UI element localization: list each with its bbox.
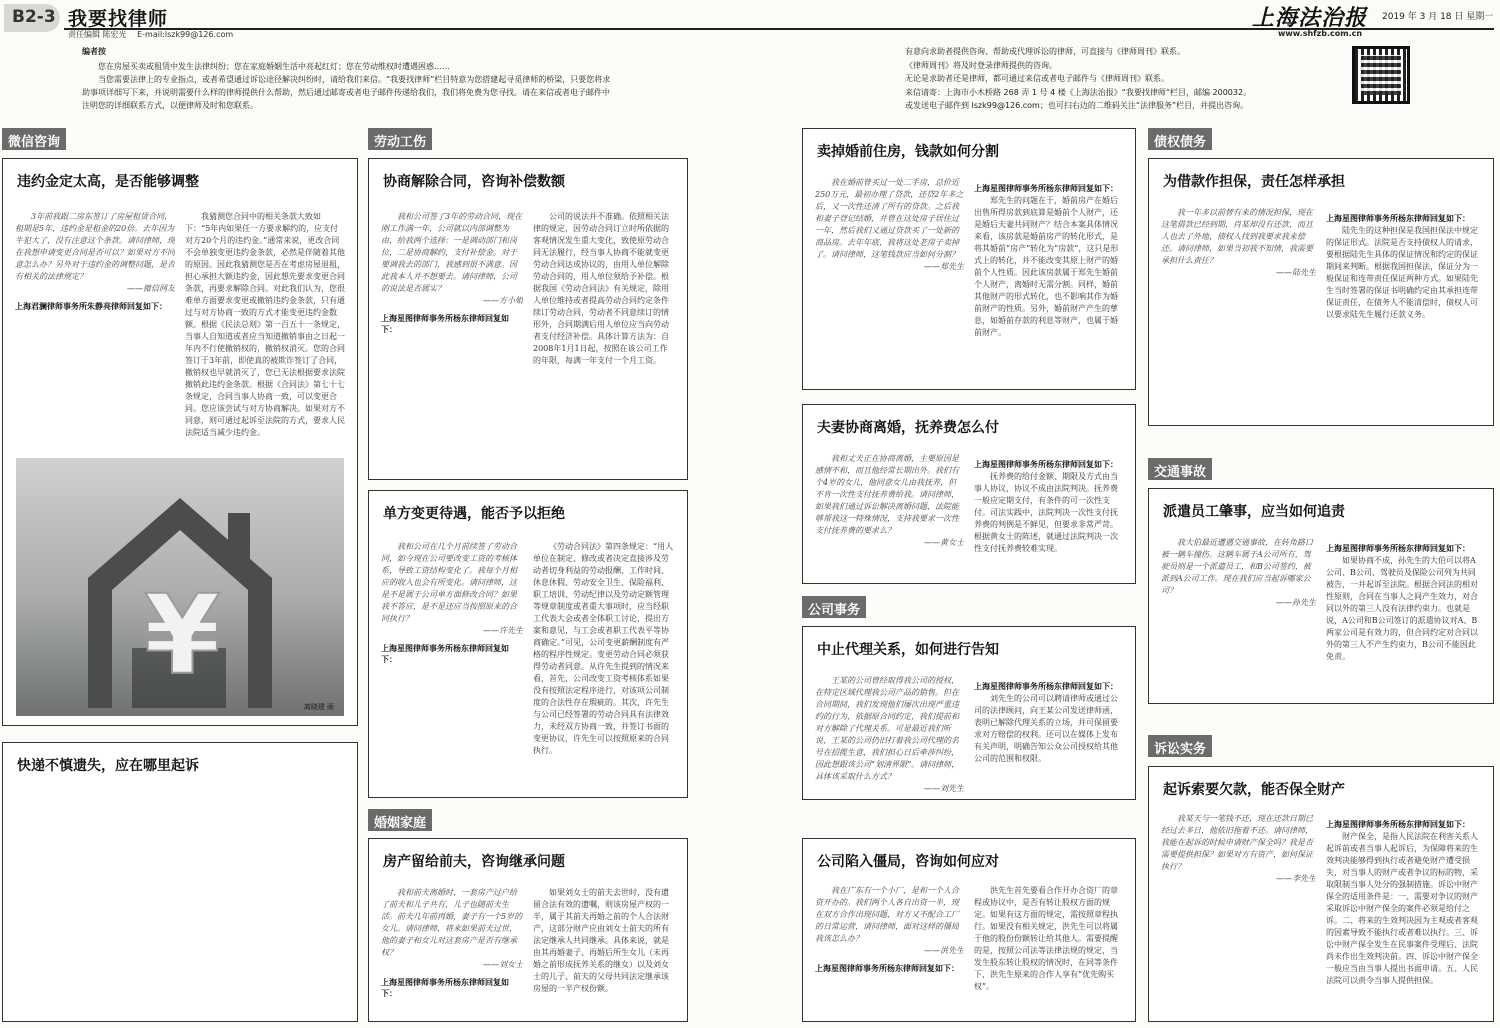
issue-date: 2019 年 3 月 18 日 星期一 <box>1382 12 1494 22</box>
article-title: 中止代理关系，如何进行告知 <box>817 642 999 658</box>
article-company-deadlock <box>802 838 1136 1022</box>
article-question: 我某天与一笔钱不还，现在还款日期已经过去多日，他依旧拖着不还。请问律师，我能在起诉的时候申请财产保全吗？我是否需要提供担保？如果对方有资产，如何保证执行？ ——李先生 <box>1161 814 1316 883</box>
article-answer: 上海星图律师事务所杨东律师回复如下： 财产保全，是指人民法院在利害关系人起诉前或者当事人起诉后，为保障将来的生效判决能够得到执行或者避免财产遭受损失，对当事人的财产或者争议的标的物，采取限制当事人处分的强制措施。诉讼中财产保全的适用条件是：一、需要对争议的财产采取诉讼中财产保全的案件必须是给付之诉。二、将来的生效判决因为主观或者客观的因素导致不能执行或者难以执行。三、诉讼中财产保全发生在民事案件受理后、法院尚未作出生效判决前。四、诉讼中财产保全一般应当由当事人提出书面申请。五、人民法院可以责令当事人提供担保。 <box>1326 813 1481 1017</box>
question-signature: ——洪先生 <box>924 946 964 955</box>
section-labor: 劳动工伤 <box>368 128 432 150</box>
lawyer-reply-heading: 上海星图律师事务所杨东律师回复如下： <box>1326 544 1470 553</box>
question-signature: ——微信网友 <box>127 284 175 293</box>
question-signature: ——孙先生 <box>1276 598 1316 607</box>
article-title: 为借款作担保，责任怎样承担 <box>1163 174 1345 190</box>
page-title: 我要找律师 <box>68 8 169 30</box>
page-number-tag: B2-3 <box>4 4 60 32</box>
article-answer <box>185 791 345 1017</box>
lawyer-reply-heading: 上海星图律师事务所杨东律师回复如下： <box>815 964 959 973</box>
article-agency-termination <box>802 626 1136 800</box>
article-question: 3年前我跟二房东签订了房屋租赁合同，租期是5年，违约金是租金的20倍。去年因为牛犯大了，没有注意这个条款。请问律师，现在我想申请变更合同是否可以？如果对方不同意怎么办？另外对于违约金的调整问题，是否有相关的法律规定？ ——微信网友 上海君澜律师事务所朱静亮律师回复如下： <box>15 212 175 311</box>
article-question: 我大伯最近遭遇交通事故，在转角路口被一辆车撞伤。这辆车属于A公司所有，驾驶员则是一个派遣员工，和B公司签约，被派到A公司工作。现在我们应当起诉哪家公司？ ——孙先生 <box>1161 538 1316 607</box>
header-subline <box>68 29 241 40</box>
article-title: 房产留给前夫，咨询继承问题 <box>383 854 565 870</box>
section-company: 公司事务 <box>802 596 866 618</box>
article-question: 我一年多以前替有来的情况担保，现在这笔借款已经到期，肖某却没有还款，而且人也去了外地，债权人找到我要求我来偿还。请问律师，如果当初我不知情，我需要承担什么责任？ ——陆先生 <box>1161 208 1316 277</box>
article-child-support <box>802 404 1136 584</box>
question-signature: ——刘女士 <box>483 960 523 969</box>
article-answer: 上海星图律师事务所杨东律师回复如下： 郑先生的问题在于，婚前房产在婚后出售所得房款到底算是婚前个人财产，还是婚后夫妻共同财产？结合本案具体情况来看，该房款是婚前房产的转化形式，是将其婚前“房产”转化为“房款”，这只是形式上的转化，并不能改变其原上财产的婚前个人性质。因此该房款属于郑先生婚前个人财产，离婚时无需分割。同样，婚前其他财产的形式转化，也不影响其作为婚前财产的性质。另外，婚前财产产生的孳息，如婚前存款的利息等财产，也属于婚前财产。 <box>974 177 1123 383</box>
question-signature: ——李先生 <box>1276 874 1316 883</box>
editor-email: E-mail:lszk99@126.com <box>137 30 234 39</box>
question-signature: ——方小姐 <box>483 296 523 305</box>
article-answer: 洪先生首先要看合作开办合资厂的章程或协议中，是否有转让股权方面的规定。如果有这方面的规定，需按照章程执行。如果没有相关规定，洪先生可以将属于他的股份份额转让给其他人。需要提醒的是，按照公司法等法律法规的规定，当发生股东转让股权的情况时，在同等条件下，洪先生原来的合作人享有“优先购买权”。 <box>974 886 1118 991</box>
article-question: 我在广东有一个小厂，是和一个人合资开办的。我们两个人各自出资一半，现在双方合作出现问题，对方又不配合工厂的日常运营，请问律师，面对这样的僵局我该怎么办？ ——洪先生 上海星图律师事务所杨东律师回复如下： <box>815 886 964 973</box>
article-answer: 上海星图律师事务所杨东律师回复如下： 刘先生的公司可以聘请律师或通过公司的法律顾问，向王某公司发送律师函，表明已解除代理关系的立场，并可保留要求对方赔偿的权利。还可以在媒体上发布有关声明，明确告知公众公司授权给其他公司的范围和权限。 <box>974 675 1123 795</box>
article-answer: 如果刘女士的前夫去世时，没有遗留合法有效的遗嘱，则该房屋产权的一半，属于其前夫再婚之前的个人合法财产，这部分财产应由刘女士前夫的所有法定继承人共同继承。具体来说，就是由其再婚妻子、再婚后所生女儿（未再婚之前形成抚养关系的继女）以及刘女士的儿子、前夫的父母共同法定继承该房屋的一半产权份额。 <box>533 888 669 993</box>
article-title: 快递不慎遗失，应在哪里起诉 <box>17 758 199 774</box>
contact-info <box>905 45 1335 113</box>
section-marriage: 婚姻家庭 <box>368 809 432 831</box>
svg-text:¥: ¥ <box>144 571 221 699</box>
contact-line: 来信请寄：上海市小木桥路 268 弄 1 号 4 楼《上海法治报》“我要找律师”栏目，邮编 200032。 <box>905 87 1252 97</box>
question-signature: ——黄女士 <box>924 538 964 547</box>
article-salary-change <box>368 490 688 798</box>
qr-code-icon[interactable] <box>1352 46 1410 104</box>
article-loan-guarantee <box>1148 158 1494 426</box>
contact-line: 无论是求助者还是律师，都可通过来信或者电子邮件与《律师周刊》联系。 <box>905 74 1169 83</box>
lawyer-reply-heading: 上海星图律师事务所杨东律师回复如下： <box>974 682 1118 691</box>
question-signature: ——刘先生 <box>924 784 964 793</box>
newspaper-masthead: 上海法治报 <box>1252 5 1368 31</box>
lawyer-reply-heading: 上海星图律师事务所杨东律师回复如下： <box>974 184 1118 193</box>
article-question: 我和公司签了3年的劳动合同，现在刚工作满一年，公司就以内部调整为由，给我两个选择：一是调动部门和岗位，二是协商解约，支付补偿金。对于要调我去的部门，我感到很不满意。因此我本人并不想要去。请问律师，公司的说法是否属实？ ——方小姐 上海星图律师事务所杨东律师回复如下： <box>381 212 523 334</box>
article-property-preservation <box>1148 766 1494 1022</box>
section-wechat: 微信咨询 <box>2 128 66 150</box>
article-question <box>15 791 175 1017</box>
article-answer: 我猜测您合同中的相关条款大致如下：“5年内如果任一方要求解约的，应支付对方20个月的违约金。”通常来说，更改合同不会单独变更违约金条款，必然是伴随着其他的原因。因此我猜测您是否在考虑房屋退租，担心承担大额违约金，因此想先要求变更合同条款，再要求解除合同。对此我们认为，您很难单方面要求变更或撤销违约金条款，只有通过与对方协商一致的方式才能变更违约金数额。根据《民法总则》第一百五十一条规定，当事人自知道或者应当知道撤销事由之日起一年内不行使撤销权的，撤销权消灭。您的合同签订于3年前，即使真的被欺诈签订了合同，撤销权也早就消灭了，您已无法根据要求法院撤销此违约金条款。根据《合同法》第七十七条规定，合同当事人协商一致，可以变更合同。您应该尝试与对方协商解决。如果对方不同意，则可通过起诉至法院的方式，要求人民法院适当减少违约金。 <box>185 212 345 437</box>
house-yuan-illustration <box>16 458 344 716</box>
article-answer: 上海星图律师事务所杨东律师回复如下： 陆先生的这种担保是我国担保法中规定的保证形式。法院是否支持债权人的请求，要根据陆先生具体的保证情况和约定的保证期间来判断。根据我国担保法，保证分为一般保证和连带责任保证两种方式。如果陆先生当时签署的保证书明确约定由其承担连带保证责任，在债务人不能清偿时，债权人可以要求陆先生履行还款义务。 <box>1326 207 1481 419</box>
editor-note <box>82 45 617 112</box>
article-title: 起诉索要欠款，能否保全财产 <box>1163 782 1345 798</box>
article-courier-loss <box>2 742 358 1022</box>
newspaper-url: www.shfzb.com.cn <box>1278 29 1363 38</box>
editor-note-p2: 当您需要法律上的专业指点，或者希望通过诉讼途径解决纠纷时，请给我们来信。“我要找律师”栏目特意为您搭建起寻觅律师的桥梁，只要您将求助事项详细写下来，并说明需要什么样的律师提供什么帮助，然后通过邮寄或者电子邮件传递给我们，我们将免费为您寻找。请在来信或者电子邮件中注明您的详细联系方式，以便律师及时和您联系。 <box>82 75 611 110</box>
question-signature: ——许先生 <box>483 626 523 635</box>
article-question: 我在婚前曾买过一处二手房，总价近250万元，最初办理了贷款，还贷2年多之后，又一次性还清了所有的贷款。之后我和妻子登记结婚，并曾在这处房子居住过一年，然后我们又通过贷款买了一处新的商品房。去年年底，我将这处老房子卖掉了。请问律师，这笔钱款应当如何分割？ ——郑先生 <box>815 178 964 271</box>
article-title: 公司陷入僵局，咨询如何应对 <box>817 854 999 870</box>
question-signature: ——郑先生 <box>924 262 964 271</box>
article-answer: 上海星图律师事务所杨东律师回复如下： 如果协商不成，孙先生的大伯可以将A公司、B公司、驾驶员及保险公司列为共同被告，一并起诉至法院。根据合同法的相对性原则，合同在当事人之间产生效力，对合同以外的第三人没有法律约束力。也就是说，A公司和B公司签订的派遣协议对A、B两家公司是有效力的，但合同约定对合同以外的第三人不产生约束力，B公司不能因此免责。 <box>1326 537 1481 699</box>
section-debt: 债权债务 <box>1148 128 1212 150</box>
contact-line: 或发送电子邮件到 lszk99@126.com；也可扫右边的二维码关注“法律服务”栏目，并提出咨询。 <box>905 101 1249 110</box>
contact-line: 《律师周刊》将及时登录律师提供的咨询。 <box>905 60 1057 70</box>
article-answer: 公司的说法并不准确。依照相关法律的规定，因劳动合同订立时所依据的客观情况发生重大变化，致使原劳动合同无法履行，经当事人协商不能就变更劳动合同达成协议的，由用人单位解除劳动合同的，用人单位须给予补偿。根据我国《劳动合同法》有关规定，除用人单位维持或者提高劳动合同约定条件续订劳动合同，劳动者不同意续订的情形外，合同期满后用人单位应当向劳动者支付经济补偿。具体计算方法为：自2008年1月1日起，按照在该公司工作的年限，每满一年支付一个月工资。 <box>533 212 669 365</box>
question-signature: ——陆先生 <box>1276 268 1316 277</box>
article-question: 我和丈夫正在协商离婚，主要原因是感情不和，而且他经常长期出外。我们有个4岁的女儿，他同意女儿由我抚养，但不肯一次性支付抚养费给我。请问律师，如果我们通过诉讼解决离婚问题，法院能够帮我这一特殊情况，支持我要求一次性支付抚养费的要求么？ ——黄女士 <box>815 454 964 547</box>
article-contract-termination <box>368 158 688 480</box>
lawyer-reply-heading: 上海星图律师事务所杨东律师回复如下： <box>974 460 1118 469</box>
article-question: 我和前夫离婚时，一套房产过户给了前夫和儿子共有，儿子也随前夫生活。前夫几年前再婚，妻子有一个5岁的女儿。请问律师，将来如果前夫过世，他的妻子和女儿对这套房产是否有继承权？ ——刘女士 上海星图律师事务所杨东律师回复如下： <box>381 888 523 998</box>
house-icon <box>16 458 344 716</box>
lawyer-reply-heading: 上海星图律师事务所杨东律师回复如下： <box>381 644 509 664</box>
lawyer-reply-heading: 上海星图律师事务所杨东律师回复如下： <box>1326 820 1470 829</box>
article-title: 单方变更待遇，能否予以拒绝 <box>383 506 565 522</box>
article-question: 王某的公司曾经取得我公司的授权，在特定区域代理我公司产品的销售。但在合同期间，我们发现他们屡次出现严重违约的行为，依据原合同约定，我们提前和对方解除了代理关系。可是最近我们听说，王某的公司仍旧打着我公司代理的名号在招揽生意，我们担心日后牵涉纠纷，因此想跟该公司“划清界限”。请问律师，具体该采取什么方式？ ——刘先生 <box>815 676 964 793</box>
article-dispatched-worker <box>1148 488 1494 704</box>
lawyer-reply-heading: 上海君澜律师事务所朱静亮律师回复如下： <box>15 302 167 311</box>
illustration-credit: 离晓建 画 <box>303 703 334 711</box>
lawyer-reply-heading: 上海星图律师事务所杨东律师回复如下： <box>1326 214 1470 223</box>
article-premarital-house <box>802 128 1136 390</box>
editor-credit: 责任编辑 陈宏光 <box>68 30 127 39</box>
editor-note-label: 编者按 <box>82 47 106 56</box>
lawyer-reply-heading: 上海星图律师事务所杨东律师回复如下： <box>381 314 509 334</box>
article-answer: 《劳动合同法》第四条规定：“用人单位在制定、修改或者决定直接涉及劳动者切身利益的劳动报酬、工作时间、休息休假、劳动安全卫生、保险福利、职工培训、劳动纪律以及劳动定额管理等规章制度或者重大事项时，应当经职工代表大会或者全体职工讨论，提出方案和意见，与工会或者职工代表平等协商确定。”可见，公司变更薪酬制度有严格的程序性规定。变更劳动合同必须获得劳动者同意。从许先生提到的情况来看，首先，公司改变工资考核体系如果没有按照法定程序进行，对该项公司制度的合法性存在瑕疵的。其次，许先生与公司已经签署的劳动合同具有法律效力，未经双方协商一致，并签订书面的变更协议，许先生可以按照原来的合同执行。 <box>533 542 674 755</box>
article-inheritance <box>368 838 688 1022</box>
article-title: 派遣员工肇事，应当如何追责 <box>1163 504 1345 520</box>
page-header <box>0 0 1500 42</box>
article-title: 夫妻协商离婚，抚养费怎么付 <box>817 420 999 436</box>
article-title: 协商解除合同，咨询补偿数额 <box>383 174 565 190</box>
section-traffic: 交通事故 <box>1148 458 1212 480</box>
lawyer-reply-heading: 上海星图律师事务所杨东律师回复如下： <box>381 978 509 998</box>
article-title: 卖掉婚前住房，钱款如何分割 <box>817 144 999 160</box>
article-question: 我和公司在几个月前续签了劳动合同，如今现在公司要改变工资的考核体系，导致工资结构变化了。我每个月相应的收入也会有所变化。请问律师，这是不是属于公司单方面修改合同？如果我不答应，是不是还应当按照原来的合同执行？ ——许先生 上海星图律师事务所杨东律师回复如下： <box>381 542 523 664</box>
section-litigation: 诉讼实务 <box>1148 735 1212 757</box>
article-answer: 上海星图律师事务所杨东律师回复如下： 抚养费的给付金额、期限及方式由当事人协议，协议不成由法院判决。抚养费一般应定期支付，有条件的可一次性支付。司法实践中，法院判决一次性支付抚养费的判例是不鲜见，但要求非常严苛。根据黄女士的陈述，就通过法院判决一次性支付抚养费较难实现。 <box>974 453 1123 577</box>
article-title: 违约金定太高，是否能够调整 <box>17 174 199 190</box>
editor-note-p1: 您在房屋买卖或租赁中发生法律纠纷；您在家庭婚姻生活中亮起红灯；您在劳动维权时遭遇困惑…… <box>98 62 450 71</box>
contact-line: 有意向求助者提供咨询、帮助或代理诉讼的律师，可直接与《律师周刊》联系。 <box>905 47 1185 56</box>
